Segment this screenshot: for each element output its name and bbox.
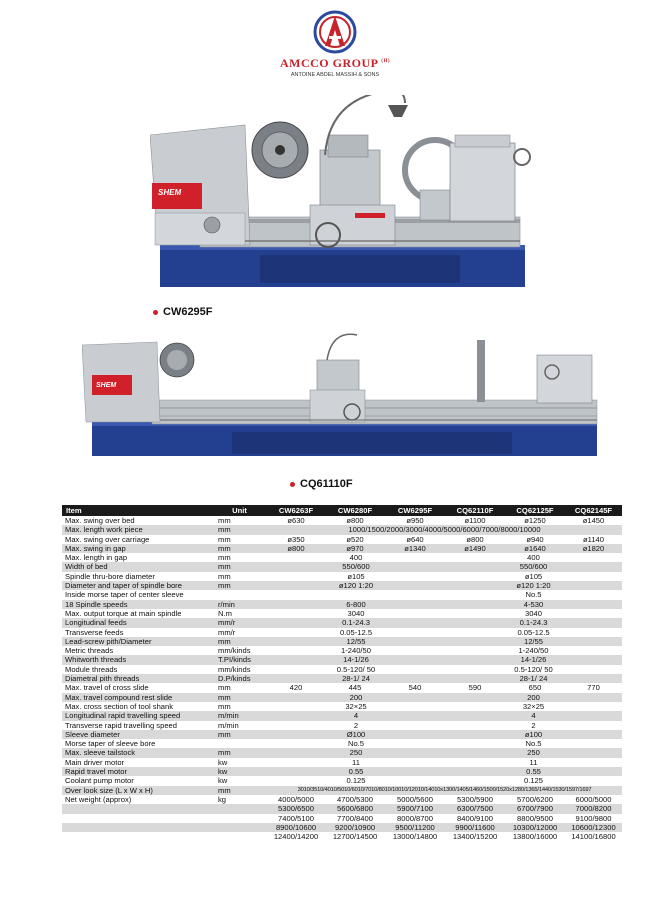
row-item-label: 18 Spindle speeds: [62, 600, 212, 609]
row-item-label: Max. swing over bed: [65, 516, 135, 525]
row-item-label: Transverse feeds: [65, 627, 124, 637]
row-value: 6000/5000: [575, 794, 612, 804]
row-value: 8800/9500: [517, 813, 553, 823]
row-value: No.5: [525, 739, 542, 749]
row-item-label: [62, 823, 212, 832]
row-value: 3010/3510/4010/5010/6010/7010/8010/10010/12010/14010x1300/1405/1460/1500/1520x1280/1365/1440/1530/1597/1697: [267, 786, 622, 795]
row-unit: mm: [212, 562, 267, 571]
row-item-label: Morse taper of sleeve bore: [65, 739, 156, 749]
row-value: 770: [587, 683, 600, 693]
row-item-label: Rapid travel motor: [62, 767, 212, 776]
row-value: 3040: [525, 608, 542, 618]
row-item-label: Diameter and taper of spindle bore: [62, 581, 212, 590]
row-item-label: Metric threads: [65, 646, 114, 656]
table-row: [62, 739, 622, 748]
row-unit: m/min: [218, 720, 239, 730]
row-value: 4700/5300: [337, 794, 373, 804]
row-value: 12700/14500: [332, 832, 378, 842]
row-value: 250: [267, 748, 445, 757]
row-item-label: Net weight (approx): [65, 794, 132, 804]
row-value: 200: [445, 693, 622, 702]
row-unit: [212, 590, 267, 599]
row-value: ø1140: [583, 534, 604, 544]
table-row: [62, 525, 622, 534]
row-value: 9200/10900: [325, 823, 385, 832]
row-item-label: Max. length work piece: [62, 525, 212, 534]
row-value: ø630: [287, 516, 305, 525]
row-value: ø120 1:20: [267, 581, 445, 590]
logo-subtitle: ANTOINE ABDEL MASSIH & SONS: [290, 72, 380, 78]
row-value: 14100/16800: [571, 832, 616, 842]
caption-cq61110f: CQ61110F: [290, 478, 353, 490]
table-row: [62, 590, 622, 599]
row-item-label: Longitudinal rapid travelling speed: [62, 711, 212, 720]
table-row: [62, 748, 622, 757]
row-value: 0.05-12.5: [517, 627, 550, 637]
table-row: [62, 665, 622, 674]
row-value: ø100: [445, 730, 622, 739]
table-row: [62, 562, 622, 571]
lathe-cw6295f-image: [150, 95, 535, 295]
row-item-label: Diametral pith threads: [62, 674, 212, 683]
row-value: ø1250: [524, 516, 546, 525]
row-value: ø1820: [565, 544, 622, 553]
row-value: 650: [528, 683, 542, 693]
column-header: CW6280F: [325, 505, 385, 516]
row-value: 12400/14200: [273, 832, 319, 842]
row-value: ø520: [346, 534, 364, 544]
row-unit: [212, 832, 267, 841]
amcco-logo-icon: [313, 10, 357, 54]
row-unit: mm: [212, 748, 267, 757]
row-item-label: Lead-screw pith/Diameter: [62, 637, 212, 646]
row-unit: r/min: [212, 600, 267, 609]
row-unit: mm/kinds: [218, 646, 251, 656]
logo-brand-name: AMCCO GROUP $^{(H)}$: [279, 56, 391, 70]
column-header: CQ62145F: [565, 505, 622, 516]
row-value: 0.05-12.5: [339, 627, 373, 637]
row-value: ø800: [267, 544, 325, 553]
row-item-label: Width of bed: [62, 562, 212, 571]
table-row: [62, 516, 622, 525]
row-value: 0.125: [523, 776, 543, 786]
table-row: [62, 544, 622, 553]
row-value: ø105: [347, 571, 365, 581]
row-item-label: Over look size (L x W x H): [62, 786, 212, 795]
table-row: [62, 674, 622, 683]
row-item-label: Max. travel compound rest slide: [62, 693, 212, 702]
row-value: 6-800: [267, 600, 445, 609]
row-value: 550/600: [267, 562, 445, 571]
row-value: 5700/6200: [517, 794, 553, 804]
row-unit: mm: [212, 730, 267, 739]
row-unit: mm: [212, 544, 267, 553]
row-item-label: [62, 814, 212, 823]
row-value: 400: [527, 553, 540, 563]
row-value: 0.125: [346, 776, 366, 786]
row-value: 420: [289, 683, 303, 693]
row-unit: mm: [218, 534, 231, 544]
row-value: 13400/15200: [452, 832, 498, 842]
row-item-label: Longitudinal feeds: [62, 618, 212, 627]
table-row: [62, 553, 622, 562]
row-value: 0.1-24.3: [267, 618, 445, 627]
table-row: [62, 600, 622, 609]
row-item-label: Transverse rapid travelling speed: [65, 720, 177, 730]
column-header: CQ62110F: [445, 505, 505, 516]
row-value: 445: [348, 683, 362, 693]
table-row: [62, 786, 622, 795]
specifications-table: [62, 505, 622, 841]
row-value: 13800/16000: [512, 832, 558, 842]
row-item-label: Inside morse taper of center sleeve: [65, 590, 184, 600]
row-unit: kg: [218, 794, 227, 804]
row-value: 10600/12300: [565, 823, 622, 832]
row-value: ø1340: [385, 544, 445, 553]
row-unit: mm: [218, 516, 231, 525]
row-value: 11: [352, 757, 360, 767]
row-unit: mm/r: [212, 618, 267, 627]
table-body: [62, 516, 622, 841]
row-unit: mm: [212, 786, 267, 795]
table-row: [62, 758, 622, 767]
table-row: [62, 637, 622, 646]
row-value: 2: [531, 720, 536, 730]
table-row: [62, 814, 622, 823]
row-value: 11: [529, 757, 538, 767]
row-value: 6700/7900: [505, 804, 565, 813]
row-value: ø120 1:20: [445, 581, 622, 590]
row-value: 14-1/26: [445, 655, 622, 664]
table-row: [62, 609, 622, 618]
column-header: CW6295F: [385, 505, 445, 516]
row-value: 540: [408, 683, 422, 693]
row-unit: mm: [212, 693, 267, 702]
row-value: ø800: [466, 534, 484, 544]
row-unit: kw: [218, 776, 228, 786]
row-value: [267, 590, 445, 599]
table-row: [62, 581, 622, 590]
row-value: ø1640: [505, 544, 565, 553]
row-value: 9100/9800: [575, 813, 612, 823]
row-value: 5000/5600: [397, 794, 433, 804]
row-value: ø970: [325, 544, 385, 553]
bullet-dot-icon: [153, 310, 158, 315]
column-header: CQ62125F: [505, 505, 565, 516]
row-unit: mm: [218, 553, 231, 563]
row-value: 5300/5900: [457, 794, 493, 804]
table-row: [62, 721, 622, 730]
row-value: 5600/6800: [325, 804, 385, 813]
row-value: 28-1/ 24: [445, 674, 622, 683]
row-value: 250: [445, 748, 622, 757]
row-value: 8000/8700: [397, 813, 433, 823]
row-unit: N.m: [218, 608, 232, 618]
row-value: 7400/5100: [278, 813, 314, 823]
row-value: 400: [349, 553, 363, 563]
row-value: 0.5-120/ 50: [514, 664, 553, 674]
row-value: 8400/9100: [457, 813, 493, 823]
row-unit: kw: [218, 757, 228, 767]
row-unit: [212, 804, 267, 813]
row-unit: T.PI/kinds: [212, 655, 267, 664]
table-row: [62, 628, 622, 637]
table-row: [62, 730, 622, 739]
row-value: 13000/14800: [392, 832, 438, 842]
table-row: [62, 711, 622, 720]
row-unit: mm: [212, 637, 267, 646]
table-row: [62, 693, 622, 702]
table-row: [62, 702, 622, 711]
row-value: 7000/8200: [565, 804, 622, 813]
row-value: ø350: [287, 534, 305, 544]
table-row: [62, 655, 622, 664]
company-logo: [270, 10, 400, 90]
row-item-label: Max. length in gap: [65, 553, 128, 563]
row-unit: mm: [218, 571, 231, 581]
row-value: 1-240/50: [518, 646, 549, 656]
row-value: 4-530: [445, 600, 622, 609]
row-item-label: Spindle thru-bore diameter: [65, 571, 155, 581]
row-unit: [212, 823, 267, 832]
table-row: [62, 767, 622, 776]
row-value: ø1450: [582, 516, 605, 525]
row-unit: mm/r: [218, 627, 236, 637]
row-item-label: [62, 832, 212, 841]
bullet-dot-icon: [290, 482, 295, 487]
row-value: 5900/7100: [385, 804, 445, 813]
row-value: 8900/10600: [267, 823, 325, 832]
row-value: 0.5-120/ 50: [336, 664, 376, 674]
row-unit: mm/kinds: [218, 664, 251, 674]
row-value: 32×25: [345, 701, 367, 711]
table-row: [62, 618, 622, 627]
table-row: [62, 572, 622, 581]
row-value: 1000/1500/2000/3000/4000/5000/6000/7000/8000/10000: [267, 525, 622, 534]
row-value: 3040: [347, 608, 365, 618]
column-header: Unit: [212, 505, 267, 516]
table-row: [62, 535, 622, 544]
row-value: 4000/5000: [278, 794, 314, 804]
row-value: No.5: [347, 739, 365, 749]
row-item-label: Max. swing in gap: [62, 544, 212, 553]
row-item-label: Coolant pump motor: [65, 776, 134, 786]
caption-cw6295f: CW6295F: [153, 306, 213, 318]
row-value: 550/600: [445, 562, 622, 571]
row-value: ø1490: [445, 544, 505, 553]
row-value: 0.1-24.3: [445, 618, 622, 627]
row-value: 200: [267, 693, 445, 702]
row-value: 6300/7500: [445, 804, 505, 813]
row-value: 4: [267, 711, 445, 720]
row-value: 14-1/26: [267, 655, 445, 664]
row-value: 2: [353, 720, 359, 730]
brand-plate-2: SHEM: [96, 382, 117, 389]
row-value: 0.55: [267, 767, 445, 776]
row-unit: m/min: [212, 711, 267, 720]
row-value: 590: [468, 683, 482, 693]
row-unit: [212, 739, 267, 748]
row-item-label: Module threads: [65, 664, 118, 674]
column-header: CW6263F: [267, 505, 325, 516]
row-item-label: Max. travel of cross slide: [65, 683, 149, 693]
row-value: ø950: [406, 516, 424, 525]
row-value: 12/55: [267, 637, 445, 646]
row-item-label: Max. output torque at main spindle: [65, 608, 182, 618]
table-row: [62, 795, 622, 804]
row-value: ø640: [406, 534, 424, 544]
row-item-label: Max. cross section of tool shank: [65, 701, 174, 711]
row-unit: mm: [212, 525, 267, 534]
row-item-label: Max. swing over carriage: [65, 534, 150, 544]
row-item-label: Whitworth threads: [62, 655, 212, 664]
row-value: No.5: [525, 590, 542, 600]
row-item-label: Main driver motor: [65, 757, 125, 767]
table-row: [62, 683, 622, 692]
row-value: 28-1/ 24: [267, 674, 445, 683]
row-item-label: [62, 804, 212, 813]
row-unit: mm: [212, 581, 267, 590]
row-value: 7700/8400: [337, 813, 373, 823]
brand-plate-1: SHEM: [158, 188, 182, 197]
row-unit: D.P/kinds: [212, 674, 267, 683]
row-value: 0.55: [445, 767, 622, 776]
row-unit: mm: [218, 683, 231, 693]
row-value: 12/55: [445, 637, 622, 646]
table-row: [62, 776, 622, 785]
table-row: [62, 646, 622, 655]
column-header: Item: [62, 505, 212, 516]
row-value: ø800: [346, 516, 364, 525]
row-unit: kw: [212, 767, 267, 776]
row-item-label: Sleeve diameter: [62, 730, 212, 739]
row-item-label: Max. sleeve tailstock: [62, 748, 212, 757]
row-value: Ø100: [267, 730, 445, 739]
row-value: ø1100: [464, 516, 486, 525]
row-value: 1-240/50: [341, 646, 371, 656]
row-value: 4: [445, 711, 622, 720]
row-unit: [212, 814, 267, 823]
lathe-cq61110f-image: [82, 330, 602, 460]
table-header-row: [62, 505, 622, 516]
table-row: [62, 832, 622, 841]
row-value: ø940: [526, 534, 544, 544]
row-unit: mm: [218, 701, 231, 711]
row-value: ø105: [524, 571, 543, 581]
row-value: 10300/12000: [505, 823, 565, 832]
row-value: 9500/11200: [385, 823, 445, 832]
row-value: 5300/6500: [267, 804, 325, 813]
row-value: 9900/11600: [445, 823, 505, 832]
table-row: [62, 804, 622, 813]
table-row: [62, 823, 622, 832]
row-value: 32×25: [522, 701, 545, 711]
